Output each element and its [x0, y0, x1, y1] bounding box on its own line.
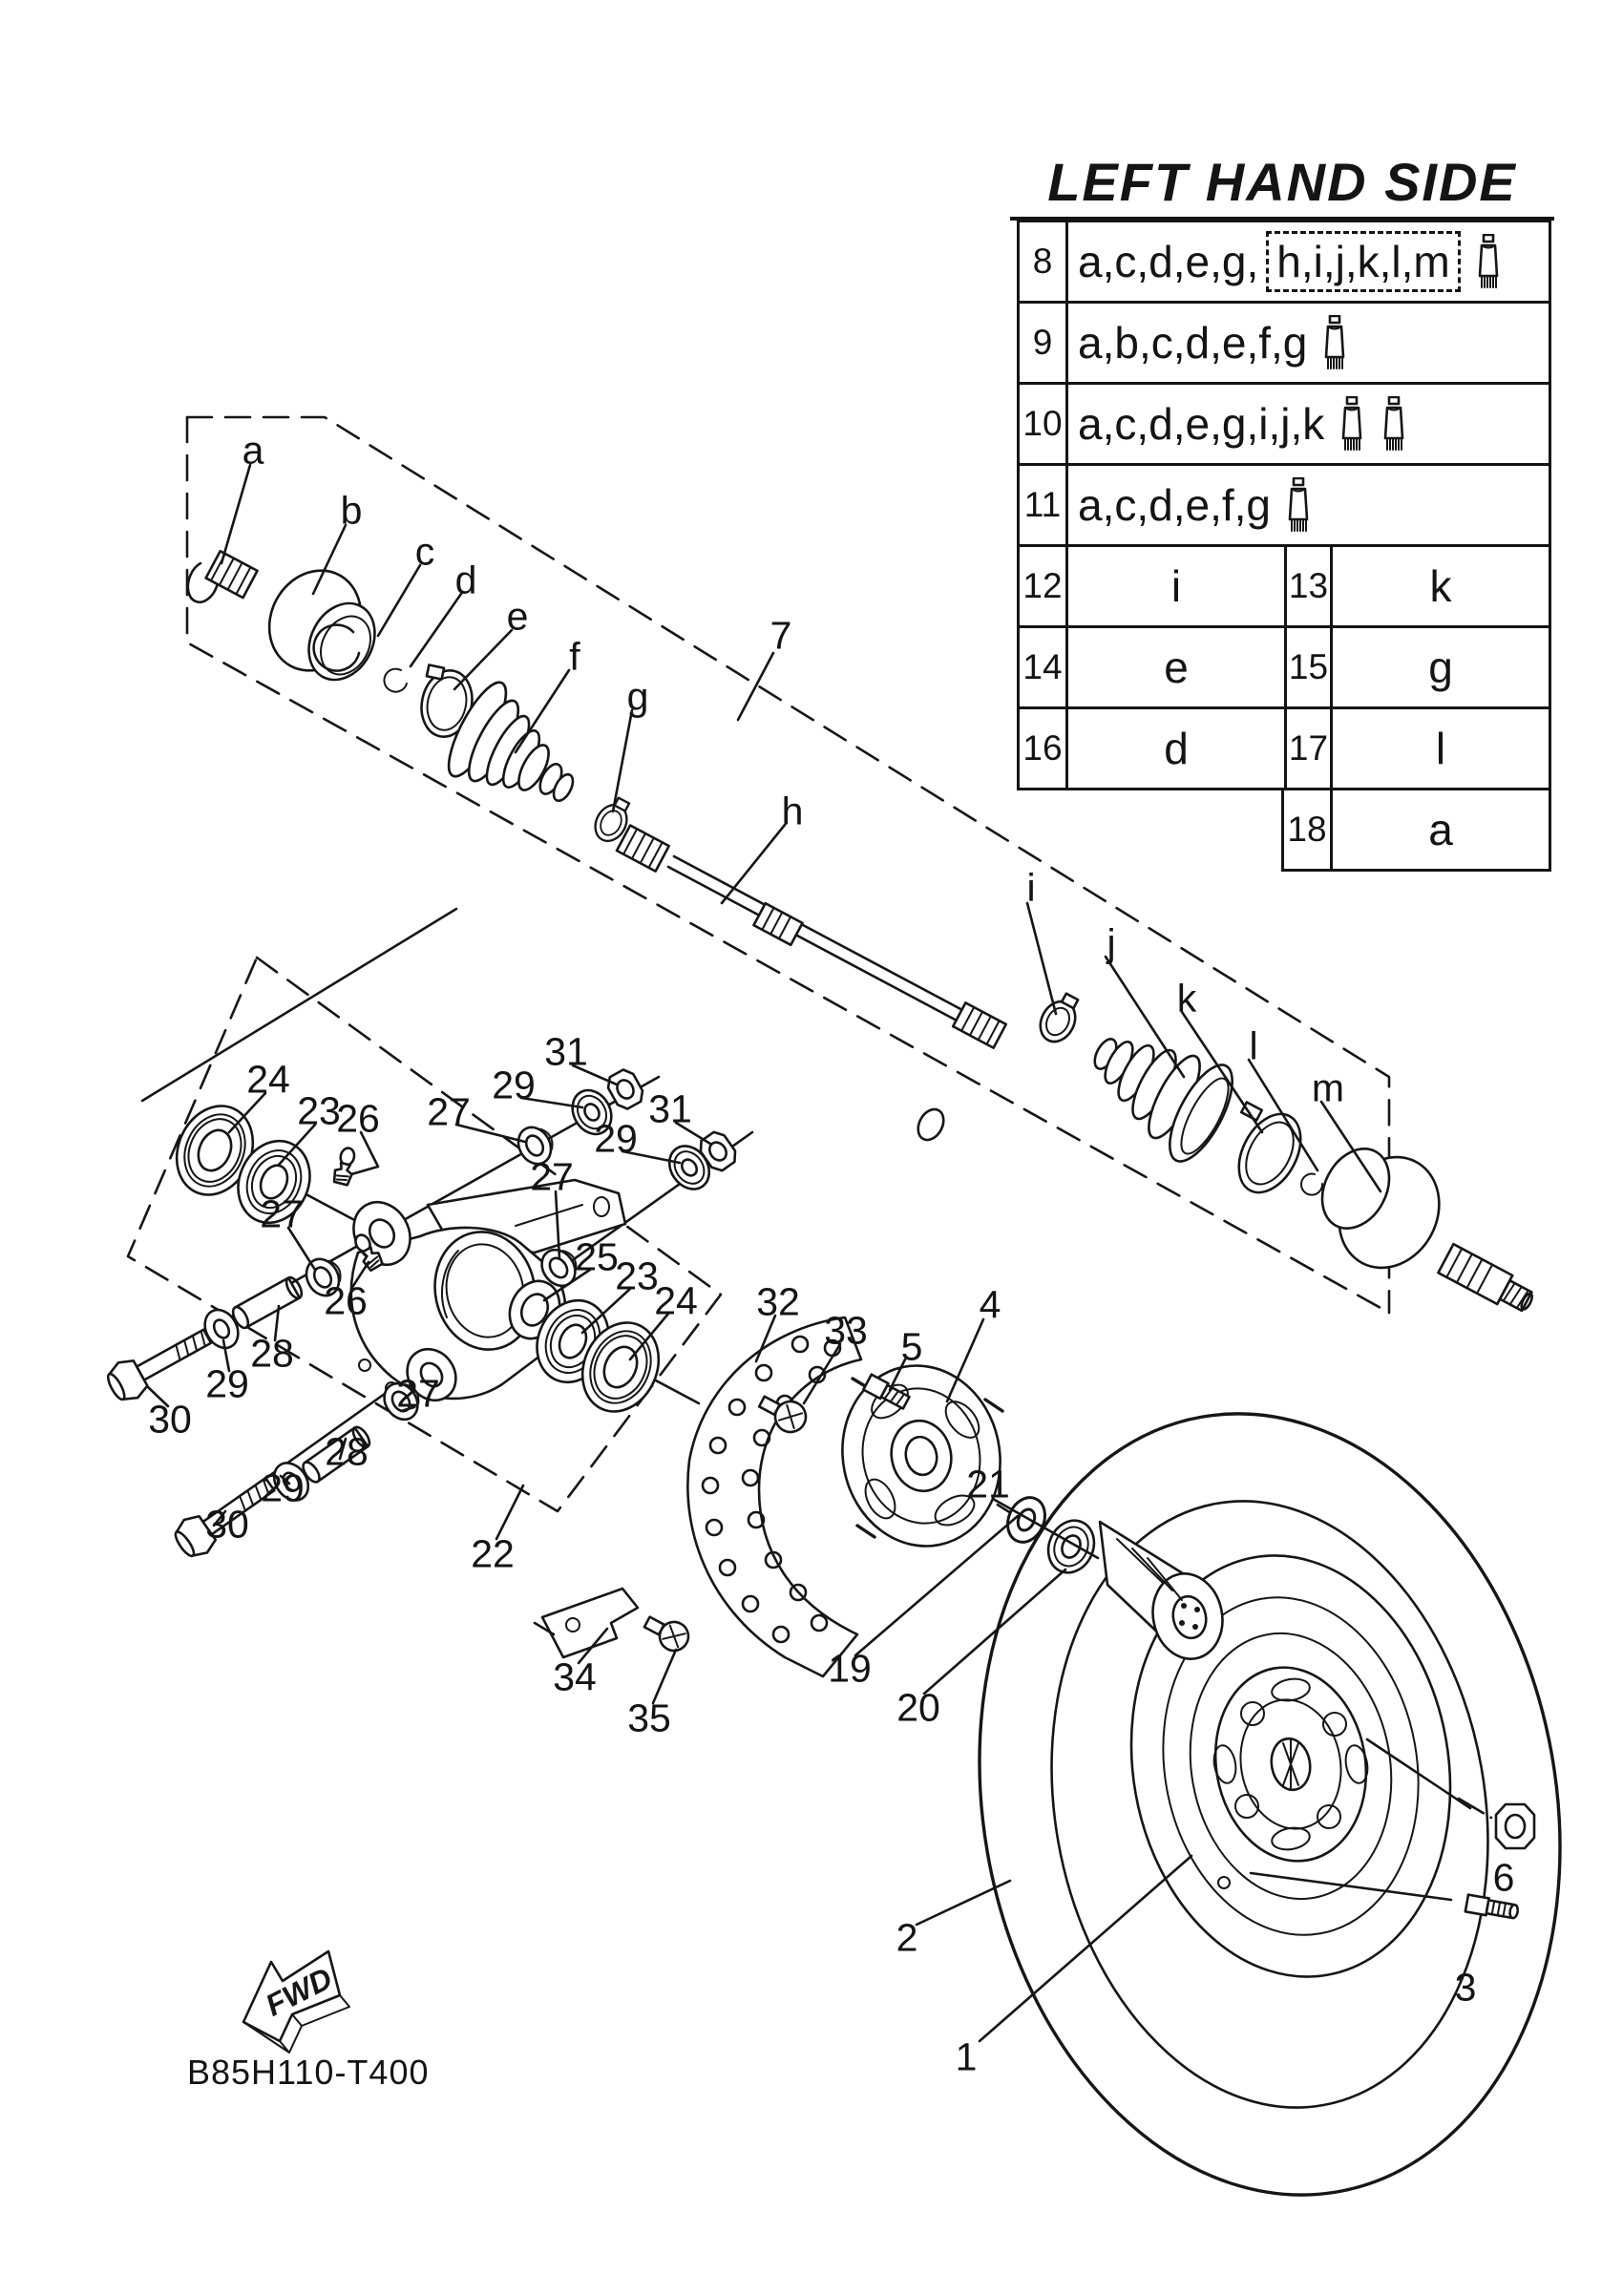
part-callout-31: 31 [648, 1086, 692, 1131]
part-callout-23: 23 [297, 1088, 341, 1133]
part-callout-24: 24 [654, 1278, 698, 1323]
part-callout-27: 27 [427, 1089, 471, 1134]
part-callout-23: 23 [615, 1253, 659, 1298]
part-callout-6: 6 [1492, 1855, 1515, 1900]
part-callout-30: 30 [148, 1397, 192, 1442]
part-callout-2: 2 [896, 1915, 918, 1960]
legend-row-number: 12 [1022, 566, 1063, 605]
part-callout-d: d [454, 558, 477, 602]
part-callout-a: a [242, 428, 264, 473]
part-callout-b: b [340, 488, 363, 533]
part-callout-h: h [781, 789, 804, 833]
part-callout-21: 21 [966, 1462, 1010, 1506]
part-callout-7: 7 [769, 613, 792, 658]
part-callout-4: 4 [979, 1282, 1001, 1327]
part-callout-5: 5 [900, 1324, 923, 1369]
legend-row-number: 17 [1284, 709, 1330, 788]
legend-letter: e [1065, 628, 1284, 706]
part-callout-31: 31 [544, 1029, 588, 1074]
part-callout-29: 29 [492, 1063, 536, 1107]
part-callout-f: f [569, 634, 580, 679]
page-title: LEFT HAND SIDE [1010, 151, 1554, 221]
part-callout-33: 33 [824, 1308, 868, 1353]
part-callout-34: 34 [553, 1654, 597, 1699]
legend-row-number: 8 [1032, 242, 1053, 281]
legend-letter: g [1330, 628, 1549, 706]
part-callout-3: 3 [1454, 1965, 1477, 2010]
legend-boxed-letters: h,i,j,k,l,m [1266, 231, 1460, 292]
part-callout-35: 35 [627, 1696, 671, 1740]
part-callout-28: 28 [250, 1331, 294, 1376]
part-callout-1: 1 [955, 2034, 978, 2079]
legend-row-number: 18 [1287, 810, 1327, 849]
legend-letter: l [1330, 709, 1549, 788]
part-callout-27: 27 [260, 1191, 304, 1236]
part-callout-27: 27 [396, 1371, 440, 1416]
part-callout-28: 28 [325, 1429, 369, 1474]
legend-row-number: 16 [1022, 728, 1063, 768]
part-callout-i: i [1026, 865, 1036, 910]
part-callout-27: 27 [530, 1154, 574, 1199]
legend-row-number: 9 [1032, 323, 1053, 362]
part-callout-26: 26 [324, 1278, 368, 1323]
legend-letter: a [1330, 790, 1549, 869]
legend-letter-list: a,c,d,e,f,g [1078, 480, 1272, 530]
legend-row-number: 11 [1023, 485, 1062, 524]
fwd-arrow-label: FWD [260, 1960, 338, 2023]
part-callout-20: 20 [896, 1685, 940, 1730]
legend-letter-list: a,c,d,e,g,i,j,k [1078, 399, 1325, 449]
drawing-code: B85H110-T400 [187, 2053, 430, 2092]
part-callout-j: j [1107, 920, 1116, 965]
legend-row-number: 13 [1284, 547, 1330, 625]
legend-letter: i [1065, 547, 1284, 625]
part-callout-29: 29 [594, 1116, 638, 1161]
legend-letter-list: a,c,d,e,g, [1078, 237, 1259, 286]
legend-letter: d [1065, 709, 1284, 788]
part-callout-29: 29 [261, 1465, 305, 1510]
part-callout-g: g [626, 674, 649, 719]
part-callout-32: 32 [756, 1279, 800, 1324]
part-callout-25: 25 [575, 1234, 619, 1279]
part-callout-c: c [414, 529, 435, 574]
legend-letter: k [1330, 547, 1549, 625]
part-callout-19: 19 [828, 1646, 872, 1691]
part-callout-29: 29 [205, 1361, 249, 1406]
legend-row-number: 15 [1284, 628, 1330, 706]
legend-letter-list: a,b,c,d,e,f,g [1078, 318, 1308, 368]
legend-row-number: 14 [1022, 647, 1063, 686]
part-callout-30: 30 [205, 1502, 249, 1547]
legend-row-number: 10 [1022, 404, 1063, 443]
part-callout-22: 22 [471, 1531, 515, 1576]
part-callout-k: k [1176, 976, 1197, 1021]
part-callout-m: m [1311, 1065, 1345, 1110]
part-callout-l: l [1249, 1023, 1258, 1068]
part-callout-e: e [506, 594, 529, 639]
part-callout-24: 24 [246, 1057, 290, 1102]
part-callout-26: 26 [336, 1096, 380, 1141]
